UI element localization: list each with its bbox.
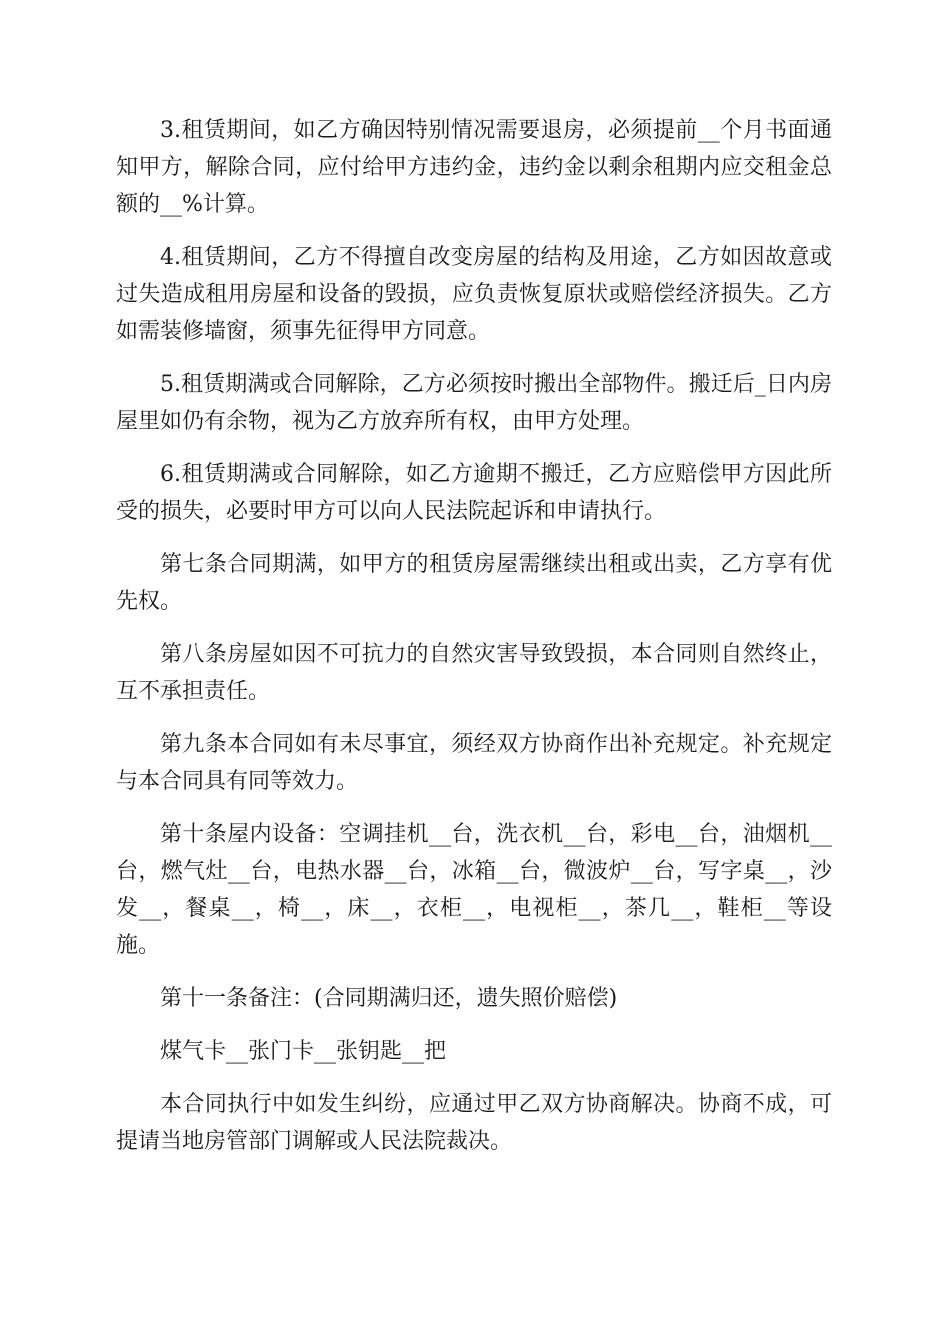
paragraph-article-11-remarks: 第十一条备注：(合同期满归还，遗失照价赔偿) xyxy=(160,986,618,1011)
document-body xyxy=(116,112,832,1176)
paragraph-article-9-supplement: 第九条本合同如有未尽事宜，须经双方协商作出补充规定。补充规定与本合同具有同等效力。 xyxy=(116,732,832,794)
paragraph-clause-4-structure-use: 4.租赁期间，乙方不得擅自改变房屋的结构及用途，乙方如因故意或过失造成租用房屋和设备的毁损，应负责恢复原状或赔偿经济损失。乙方如需装修墙窗，须事先征得甲方同意。 xyxy=(116,245,832,344)
paragraph-clause-3-early-termination: 3.租赁期间，如乙方确因特别情况需要退房，必须提前__个月书面通知甲方，解除合同，应付给甲方违约金，违约金以剩余租期内应交租金总额的__%计算。 xyxy=(116,118,832,217)
paragraph-article-7-priority: 第七条合同期满，如甲方的租赁房屋需继续出租或出卖，乙方享有优先权。 xyxy=(116,552,832,614)
paragraph-clause-5-move-out: 5.租赁期满或合同解除，乙方必须按时搬出全部物件。搬迁后_日内房屋里如仍有余物，视为乙方放弃所有权，由甲方处理。 xyxy=(116,372,832,434)
paragraph-dispute-resolution: 本合同执行中如发生纠纷，应通过甲乙双方协商解决。协商不成，可提请当地房管部门调解或人民法院裁决。 xyxy=(116,1092,832,1154)
paragraph-cards-keys: 煤气卡__张门卡__张钥匙__把 xyxy=(160,1039,447,1064)
paragraph-clause-6-overdue: 6.租赁期满或合同解除，如乙方逾期不搬迁，乙方应赔偿甲方因此所受的损失，必要时甲方可以向人民法院起诉和申请执行。 xyxy=(116,462,832,524)
paragraph-article-10-equipment: 第十条屋内设备：空调挂机__台，洗衣机__台，彩电__台，油烟机__台，燃气灶__台，电热水器__台，冰箱__台，微波炉__台，写字桌__，沙发__，餐桌__，椅__，床__，衣柜__，电视柜__，茶几__，鞋柜__等设施。 xyxy=(116,822,832,958)
paragraph-article-8-force-majeure: 第八条房屋如因不可抗力的自然灾害导致毁损，本合同则自然终止，互不承担责任。 xyxy=(116,642,832,704)
